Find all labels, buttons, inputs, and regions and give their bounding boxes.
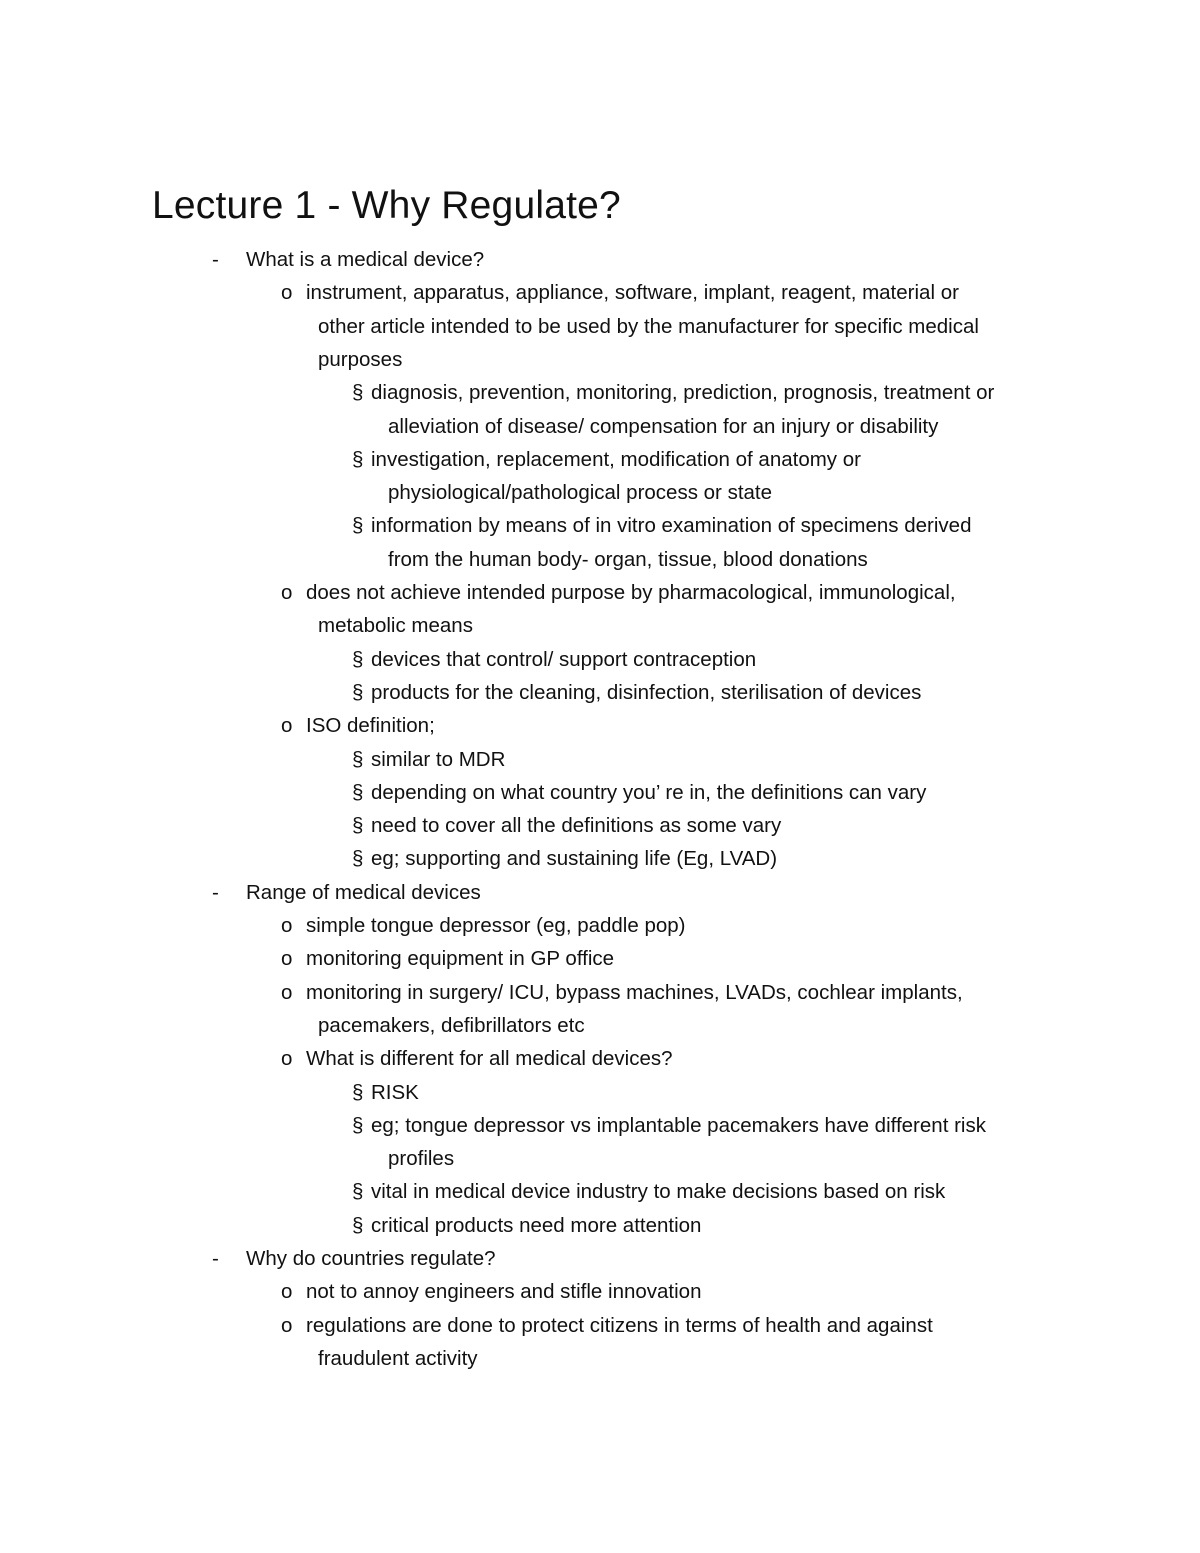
bullet-section: § [352, 1114, 364, 1137]
bullet-section: § [352, 1214, 364, 1237]
bullet-section: § [352, 648, 364, 671]
list-item-continuation: from the human body- organ, tissue, blood donations [388, 548, 868, 571]
list-item-continuation: purposes [318, 348, 403, 371]
list-item-level-1: Why do countries regulate? [246, 1247, 496, 1270]
bullet-circle: o [281, 981, 293, 1004]
list-item-level-3: vital in medical device industry to make decisions based on risk [371, 1180, 946, 1203]
list-item-continuation: other article intended to be used by the manufacturer for specific medical [318, 315, 979, 338]
list-item-level-3: eg; supporting and sustaining life (Eg, LVAD) [371, 847, 778, 870]
list-item-level-3: critical products need more attention [371, 1214, 702, 1237]
bullet-section: § [352, 448, 364, 471]
list-item-level-2: regulations are done to protect citizens in terms of health and against [306, 1314, 933, 1337]
bullet-section: § [352, 681, 364, 704]
list-item-level-3: eg; tongue depressor vs implantable pacemakers have different risk [371, 1114, 986, 1137]
list-item-level-3: diagnosis, prevention, monitoring, prediction, prognosis, treatment or [371, 381, 995, 404]
bullet-circle: o [281, 1047, 293, 1070]
list-item-level-3: similar to MDR [371, 748, 506, 771]
list-item-level-2: ISO definition; [306, 714, 435, 737]
bullet-circle: o [281, 914, 293, 937]
bullet-section: § [352, 1180, 364, 1203]
list-item-level-3: devices that control/ support contraception [371, 648, 757, 671]
list-item-continuation: physiological/pathological process or state [388, 481, 773, 504]
list-item-level-2: monitoring in surgery/ ICU, bypass machines, LVADs, cochlear implants, [306, 981, 963, 1004]
list-item-level-1: What is a medical device? [246, 248, 485, 271]
list-item-continuation: fraudulent activity [318, 1347, 478, 1370]
bullet-section: § [352, 814, 364, 837]
bullet-circle: o [281, 281, 293, 304]
list-item-level-2: not to annoy engineers and stifle innovation [306, 1280, 702, 1303]
bullet-circle: o [281, 581, 293, 604]
bullet-section: § [352, 514, 364, 537]
bullet-dash: - [212, 248, 219, 271]
list-item-continuation: alleviation of disease/ compensation for an injury or disability [388, 415, 939, 438]
list-item-continuation: metabolic means [318, 614, 473, 637]
bullet-circle: o [281, 1314, 293, 1337]
list-item-level-2: instrument, apparatus, appliance, software, implant, reagent, material or [306, 281, 959, 304]
bullet-section: § [352, 748, 364, 771]
list-item-continuation: pacemakers, defibrillators etc [318, 1014, 585, 1037]
list-item-level-3: need to cover all the definitions as some vary [371, 814, 782, 837]
bullet-section: § [352, 381, 364, 404]
list-item-level-3: products for the cleaning, disinfection, sterilisation of devices [371, 681, 922, 704]
list-item-level-2: What is different for all medical devices? [306, 1047, 673, 1070]
list-item-level-2: simple tongue depressor (eg, paddle pop) [306, 914, 686, 937]
bullet-circle: o [281, 714, 293, 737]
bullet-dash: - [212, 881, 219, 904]
list-item-level-1: Range of medical devices [246, 881, 481, 904]
list-item-level-3: depending on what country you’ re in, the definitions can vary [371, 781, 927, 804]
bullet-circle: o [281, 947, 293, 970]
page-title: Lecture 1 - Why Regulate? [152, 184, 621, 227]
list-item-continuation: profiles [388, 1147, 455, 1170]
list-item-level-3: information by means of in vitro examination of specimens derived [371, 514, 972, 537]
bullet-circle: o [281, 1280, 293, 1303]
list-item-level-3: investigation, replacement, modification of anatomy or [371, 448, 861, 471]
bullet-section: § [352, 1081, 364, 1104]
bullet-dash: - [212, 1247, 219, 1270]
list-item-level-3: RISK [371, 1081, 419, 1104]
bullet-section: § [352, 847, 364, 870]
list-item-level-2: does not achieve intended purpose by pharmacological, immunological, [306, 581, 956, 604]
bullet-section: § [352, 781, 364, 804]
list-item-level-2: monitoring equipment in GP office [306, 947, 615, 970]
